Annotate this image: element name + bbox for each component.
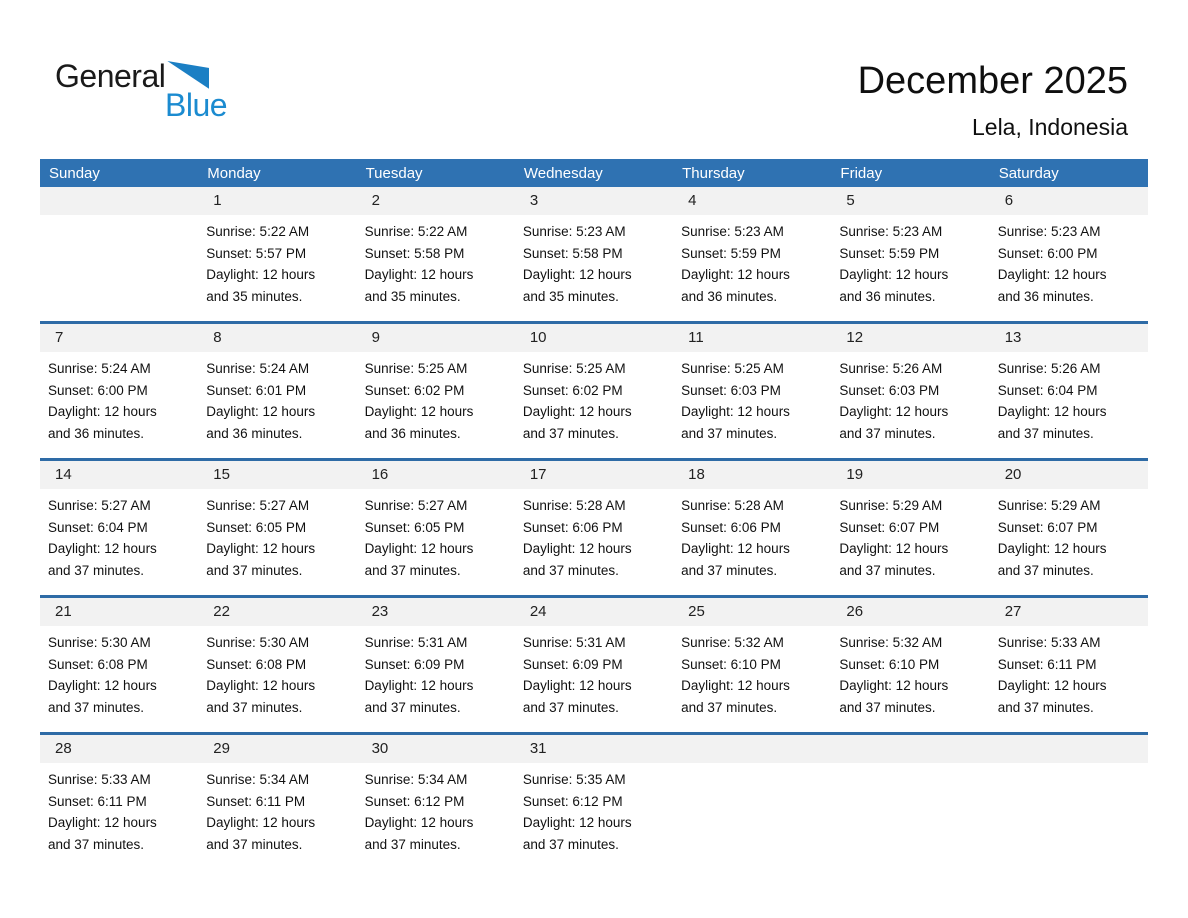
day-number-24: 24	[529, 603, 547, 620]
day-info-line: Sunrise: 5:26 AM	[839, 361, 943, 376]
day-number-23: 23	[371, 603, 389, 620]
day-info-line: Sunrise: 5:26 AM	[997, 361, 1101, 376]
day-info-line: Sunset: 6:09 PM	[522, 656, 623, 672]
day-info-line: Sunset: 6:06 PM	[522, 519, 623, 535]
weekday-header-sunday: Sunday	[49, 164, 100, 182]
day-number-25: 25	[688, 603, 705, 620]
day-info-line: Sunset: 6:12 PM	[364, 793, 465, 809]
day-number-22: 22	[213, 603, 230, 620]
day-number-empty	[40, 187, 198, 215]
day-cell-empty	[40, 215, 198, 321]
day-cell-22	[198, 626, 356, 732]
day-number-11: 11	[688, 329, 704, 346]
day-cell-31	[515, 763, 673, 869]
day-cell-26	[831, 626, 989, 732]
day-info-line: Daylight: 12 hours	[997, 404, 1107, 419]
day-info-line: Daylight: 12 hours	[997, 541, 1107, 556]
day-info-line: and 37 minutes.	[522, 562, 619, 578]
day-info-line: Sunset: 6:03 PM	[681, 382, 781, 398]
day-info-line: Sunset: 6:02 PM	[522, 382, 623, 398]
day-cell-19	[831, 489, 989, 595]
day-info-line: Sunset: 6:10 PM	[681, 656, 781, 672]
day-info-line: Daylight: 12 hours	[206, 678, 316, 693]
day-info-line: Daylight: 12 hours	[206, 541, 316, 556]
day-cell-5	[831, 215, 989, 321]
day-info-line: and 37 minutes.	[522, 699, 619, 715]
calendar-table	[40, 159, 1148, 869]
day-info-line: Sunrise: 5:23 AM	[681, 224, 784, 239]
day-info-line: Sunrise: 5:30 AM	[206, 635, 310, 650]
day-info-line: Sunrise: 5:28 AM	[522, 498, 626, 513]
day-cell-15	[198, 489, 356, 595]
day-cell-10	[515, 352, 673, 458]
week-row-4	[40, 595, 1148, 732]
day-cell-11	[673, 352, 831, 458]
week-row-2	[40, 321, 1148, 458]
day-cell-7	[40, 352, 198, 458]
day-info-line: Sunset: 6:00 PM	[997, 245, 1098, 261]
day-info-line: Sunset: 5:59 PM	[839, 245, 940, 261]
day-number-empty	[673, 735, 831, 763]
day-info-line: and 37 minutes.	[997, 699, 1094, 715]
day-info-line: and 37 minutes.	[364, 699, 461, 715]
day-info-line: Daylight: 12 hours	[364, 815, 474, 830]
day-info-line: Daylight: 12 hours	[522, 815, 632, 830]
day-info-line: Daylight: 12 hours	[839, 267, 949, 282]
day-cell-empty	[990, 763, 1148, 869]
day-info-line: and 36 minutes.	[839, 288, 936, 304]
day-info-line: Sunrise: 5:31 AM	[364, 635, 468, 650]
day-info-line: Daylight: 12 hours	[206, 815, 316, 830]
weekday-header-tuesday: Tuesday	[365, 164, 423, 182]
day-info-line: Daylight: 12 hours	[48, 541, 157, 556]
day-number-band	[40, 461, 1148, 489]
day-cell-30	[357, 763, 515, 869]
day-body-row	[40, 352, 1148, 458]
day-info-line: Daylight: 12 hours	[839, 678, 949, 693]
day-info-line: and 37 minutes.	[839, 699, 936, 715]
day-number-band	[40, 187, 1148, 215]
day-number-14: 14	[55, 466, 72, 483]
day-info-line: Sunset: 6:05 PM	[364, 519, 465, 535]
day-info-line: Sunset: 6:09 PM	[364, 656, 465, 672]
day-info-line: and 37 minutes.	[206, 699, 303, 715]
day-info-line: and 37 minutes.	[48, 836, 145, 852]
day-number-30: 30	[371, 740, 389, 757]
day-info-line: Sunset: 6:06 PM	[681, 519, 781, 535]
day-number-9: 9	[371, 329, 380, 346]
day-cell-29	[198, 763, 356, 869]
day-number-21: 21	[55, 603, 72, 620]
day-cell-6	[990, 215, 1148, 321]
day-number-7: 7	[55, 329, 64, 346]
day-number-13: 13	[1004, 329, 1022, 346]
logo-text-blue: Blue	[165, 87, 228, 123]
day-info-line: and 37 minutes.	[681, 562, 778, 578]
day-info-line: and 37 minutes.	[364, 836, 461, 852]
day-info-line: Sunrise: 5:30 AM	[48, 635, 151, 650]
day-info-line: Sunrise: 5:32 AM	[681, 635, 784, 650]
day-info-line: and 36 minutes.	[48, 425, 145, 441]
day-number-2: 2	[371, 192, 380, 209]
day-body-row	[40, 626, 1148, 732]
day-info-line: and 37 minutes.	[364, 562, 461, 578]
day-info-line: and 35 minutes.	[364, 288, 461, 304]
day-info-line: Sunrise: 5:23 AM	[522, 224, 626, 239]
day-number-1: 1	[213, 192, 222, 209]
day-info-line: Sunrise: 5:25 AM	[522, 361, 626, 376]
day-info-line: and 37 minutes.	[839, 562, 936, 578]
weekday-header-wednesday: Wednesday	[523, 164, 603, 182]
weekday-header-thursday: Thursday	[682, 164, 745, 182]
day-info-line: Sunset: 6:04 PM	[997, 382, 1098, 398]
day-number-empty	[990, 735, 1148, 763]
day-info-line: Daylight: 12 hours	[681, 267, 790, 282]
day-info-line: Daylight: 12 hours	[997, 678, 1107, 693]
day-info-line: Daylight: 12 hours	[364, 678, 474, 693]
logo-text-general: General	[55, 58, 166, 94]
weekday-header-saturday: Saturday	[998, 164, 1059, 182]
day-cell-16	[357, 489, 515, 595]
day-info-line: Sunrise: 5:23 AM	[997, 224, 1101, 239]
day-info-line: Sunset: 6:00 PM	[48, 382, 148, 398]
day-info-line: Sunrise: 5:29 AM	[997, 498, 1101, 513]
day-info-line: Sunset: 5:59 PM	[681, 245, 781, 261]
day-info-line: Daylight: 12 hours	[839, 404, 949, 419]
day-cell-27	[990, 626, 1148, 732]
day-body-row	[40, 763, 1148, 869]
day-info-line: and 35 minutes.	[522, 288, 619, 304]
day-cell-4	[673, 215, 831, 321]
day-info-line: and 36 minutes.	[206, 425, 303, 441]
day-info-line: Daylight: 12 hours	[48, 404, 157, 419]
day-info-line: and 37 minutes.	[997, 425, 1094, 441]
day-info-line: Daylight: 12 hours	[206, 404, 316, 419]
day-info-line: and 37 minutes.	[681, 699, 778, 715]
day-number-10: 10	[529, 329, 547, 346]
day-info-line: Daylight: 12 hours	[522, 404, 632, 419]
day-info-line: Daylight: 12 hours	[997, 267, 1107, 282]
day-info-line: Daylight: 12 hours	[206, 267, 316, 282]
general-blue-logo	[55, 58, 227, 124]
day-info-line: and 37 minutes.	[48, 699, 145, 715]
weekday-header-row	[40, 159, 1148, 187]
day-info-line: Daylight: 12 hours	[48, 678, 157, 693]
day-info-line: and 36 minutes.	[997, 288, 1094, 304]
day-info-line: Sunrise: 5:27 AM	[206, 498, 310, 513]
day-info-line: Sunset: 6:08 PM	[48, 656, 148, 672]
calendar-weeks	[40, 187, 1148, 869]
day-cell-9	[357, 352, 515, 458]
day-info-line: Daylight: 12 hours	[364, 267, 474, 282]
day-info-line: and 35 minutes.	[206, 288, 303, 304]
day-cell-8	[198, 352, 356, 458]
day-number-27: 27	[1004, 603, 1022, 620]
day-info-line: Daylight: 12 hours	[522, 267, 632, 282]
day-info-line: Sunrise: 5:23 AM	[839, 224, 943, 239]
day-info-line: Sunset: 6:11 PM	[206, 793, 306, 809]
day-info-line: Sunrise: 5:34 AM	[364, 772, 468, 787]
day-info-line: Sunset: 6:02 PM	[364, 382, 465, 398]
day-cell-empty	[831, 763, 989, 869]
day-info-line: and 37 minutes.	[48, 562, 145, 578]
day-info-line: Sunrise: 5:22 AM	[364, 224, 468, 239]
day-info-line: Sunrise: 5:33 AM	[48, 772, 151, 787]
day-info-line: Sunrise: 5:35 AM	[522, 772, 626, 787]
day-info-line: and 37 minutes.	[522, 425, 619, 441]
day-info-line: and 37 minutes.	[522, 836, 619, 852]
day-info-line: Sunset: 6:04 PM	[48, 519, 148, 535]
day-number-26: 26	[846, 603, 864, 620]
day-cell-25	[673, 626, 831, 732]
day-info-line: Sunrise: 5:24 AM	[206, 361, 310, 376]
day-number-5: 5	[846, 192, 855, 209]
day-cell-21	[40, 626, 198, 732]
day-number-band	[40, 598, 1148, 626]
day-info-line: Sunset: 6:08 PM	[206, 656, 307, 672]
day-info-line: and 36 minutes.	[364, 425, 461, 441]
day-cell-17	[515, 489, 673, 595]
weekday-header-friday: Friday	[840, 164, 883, 182]
day-info-line: Sunrise: 5:31 AM	[522, 635, 626, 650]
page-title: December 2025	[857, 60, 1128, 102]
day-cell-1	[198, 215, 356, 321]
day-info-line: Daylight: 12 hours	[839, 541, 949, 556]
day-info-line: Sunrise: 5:27 AM	[48, 498, 151, 513]
day-info-line: Sunset: 5:58 PM	[364, 245, 465, 261]
day-info-line: Sunrise: 5:25 AM	[364, 361, 468, 376]
logo-triangle-icon	[167, 61, 209, 89]
day-info-line: Daylight: 12 hours	[364, 541, 474, 556]
day-info-line: Sunrise: 5:34 AM	[206, 772, 310, 787]
day-cell-14	[40, 489, 198, 595]
day-number-4: 4	[688, 192, 697, 209]
page-subtitle: Lela, Indonesia	[971, 114, 1128, 140]
day-info-line: Sunrise: 5:33 AM	[997, 635, 1101, 650]
day-number-17: 17	[529, 466, 547, 483]
day-info-line: Sunset: 6:11 PM	[48, 793, 147, 809]
day-info-line: and 37 minutes.	[681, 425, 778, 441]
day-info-line: Sunset: 6:01 PM	[206, 382, 307, 398]
day-info-line: Sunset: 6:12 PM	[522, 793, 623, 809]
week-row-1	[40, 187, 1148, 321]
day-cell-empty	[673, 763, 831, 869]
day-info-line: and 37 minutes.	[839, 425, 936, 441]
day-info-line: Sunrise: 5:27 AM	[364, 498, 468, 513]
day-number-28: 28	[55, 740, 72, 757]
day-info-line: Sunset: 6:07 PM	[839, 519, 940, 535]
day-cell-13	[990, 352, 1148, 458]
day-number-band	[40, 324, 1148, 352]
day-info-line: and 37 minutes.	[997, 562, 1094, 578]
day-info-line: Sunset: 6:03 PM	[839, 382, 940, 398]
day-number-empty	[831, 735, 989, 763]
day-info-line: and 37 minutes.	[206, 836, 303, 852]
day-number-3: 3	[529, 192, 539, 209]
day-cell-3	[515, 215, 673, 321]
title-block	[858, 60, 1128, 141]
day-info-line: Sunrise: 5:28 AM	[681, 498, 784, 513]
day-info-line: Daylight: 12 hours	[681, 541, 790, 556]
day-info-line: Sunset: 6:10 PM	[839, 656, 940, 672]
day-info-line: Sunset: 6:07 PM	[997, 519, 1098, 535]
day-body-row	[40, 215, 1148, 321]
day-number-8: 8	[213, 329, 222, 346]
day-body-row	[40, 489, 1148, 595]
day-info-line: Sunrise: 5:32 AM	[839, 635, 943, 650]
day-info-line: Sunset: 5:57 PM	[206, 245, 307, 261]
day-number-12: 12	[846, 329, 864, 346]
day-number-15: 15	[213, 466, 230, 483]
day-cell-18	[673, 489, 831, 595]
day-cell-28	[40, 763, 198, 869]
day-info-line: Sunrise: 5:24 AM	[48, 361, 151, 376]
day-info-line: and 36 minutes.	[681, 288, 778, 304]
day-info-line: Daylight: 12 hours	[522, 541, 632, 556]
day-cell-24	[515, 626, 673, 732]
day-info-line: Sunset: 5:58 PM	[522, 245, 623, 261]
day-cell-20	[990, 489, 1148, 595]
week-row-3	[40, 458, 1148, 595]
day-cell-12	[831, 352, 989, 458]
day-number-16: 16	[371, 466, 389, 483]
day-info-line: and 37 minutes.	[206, 562, 303, 578]
day-info-line: Daylight: 12 hours	[48, 815, 157, 830]
day-info-line: Sunset: 6:11 PM	[997, 656, 1097, 672]
weekday-header-monday: Monday	[207, 164, 261, 182]
day-number-20: 20	[1004, 466, 1022, 483]
day-info-line: Sunset: 6:05 PM	[206, 519, 307, 535]
day-info-line: Sunrise: 5:29 AM	[839, 498, 943, 513]
day-info-line: Sunrise: 5:25 AM	[681, 361, 784, 376]
day-info-line: Daylight: 12 hours	[681, 678, 790, 693]
day-cell-23	[357, 626, 515, 732]
day-info-line: Daylight: 12 hours	[681, 404, 790, 419]
day-number-19: 19	[846, 466, 864, 483]
day-number-29: 29	[213, 740, 230, 757]
week-row-5	[40, 732, 1148, 869]
day-info-line: Sunrise: 5:22 AM	[206, 224, 310, 239]
day-info-line: Daylight: 12 hours	[522, 678, 632, 693]
day-number-31: 31	[529, 740, 547, 757]
day-info-line: Daylight: 12 hours	[364, 404, 474, 419]
day-number-6: 6	[1004, 192, 1014, 209]
day-cell-2	[357, 215, 515, 321]
day-number-band	[40, 735, 1148, 763]
day-number-18: 18	[688, 466, 705, 483]
